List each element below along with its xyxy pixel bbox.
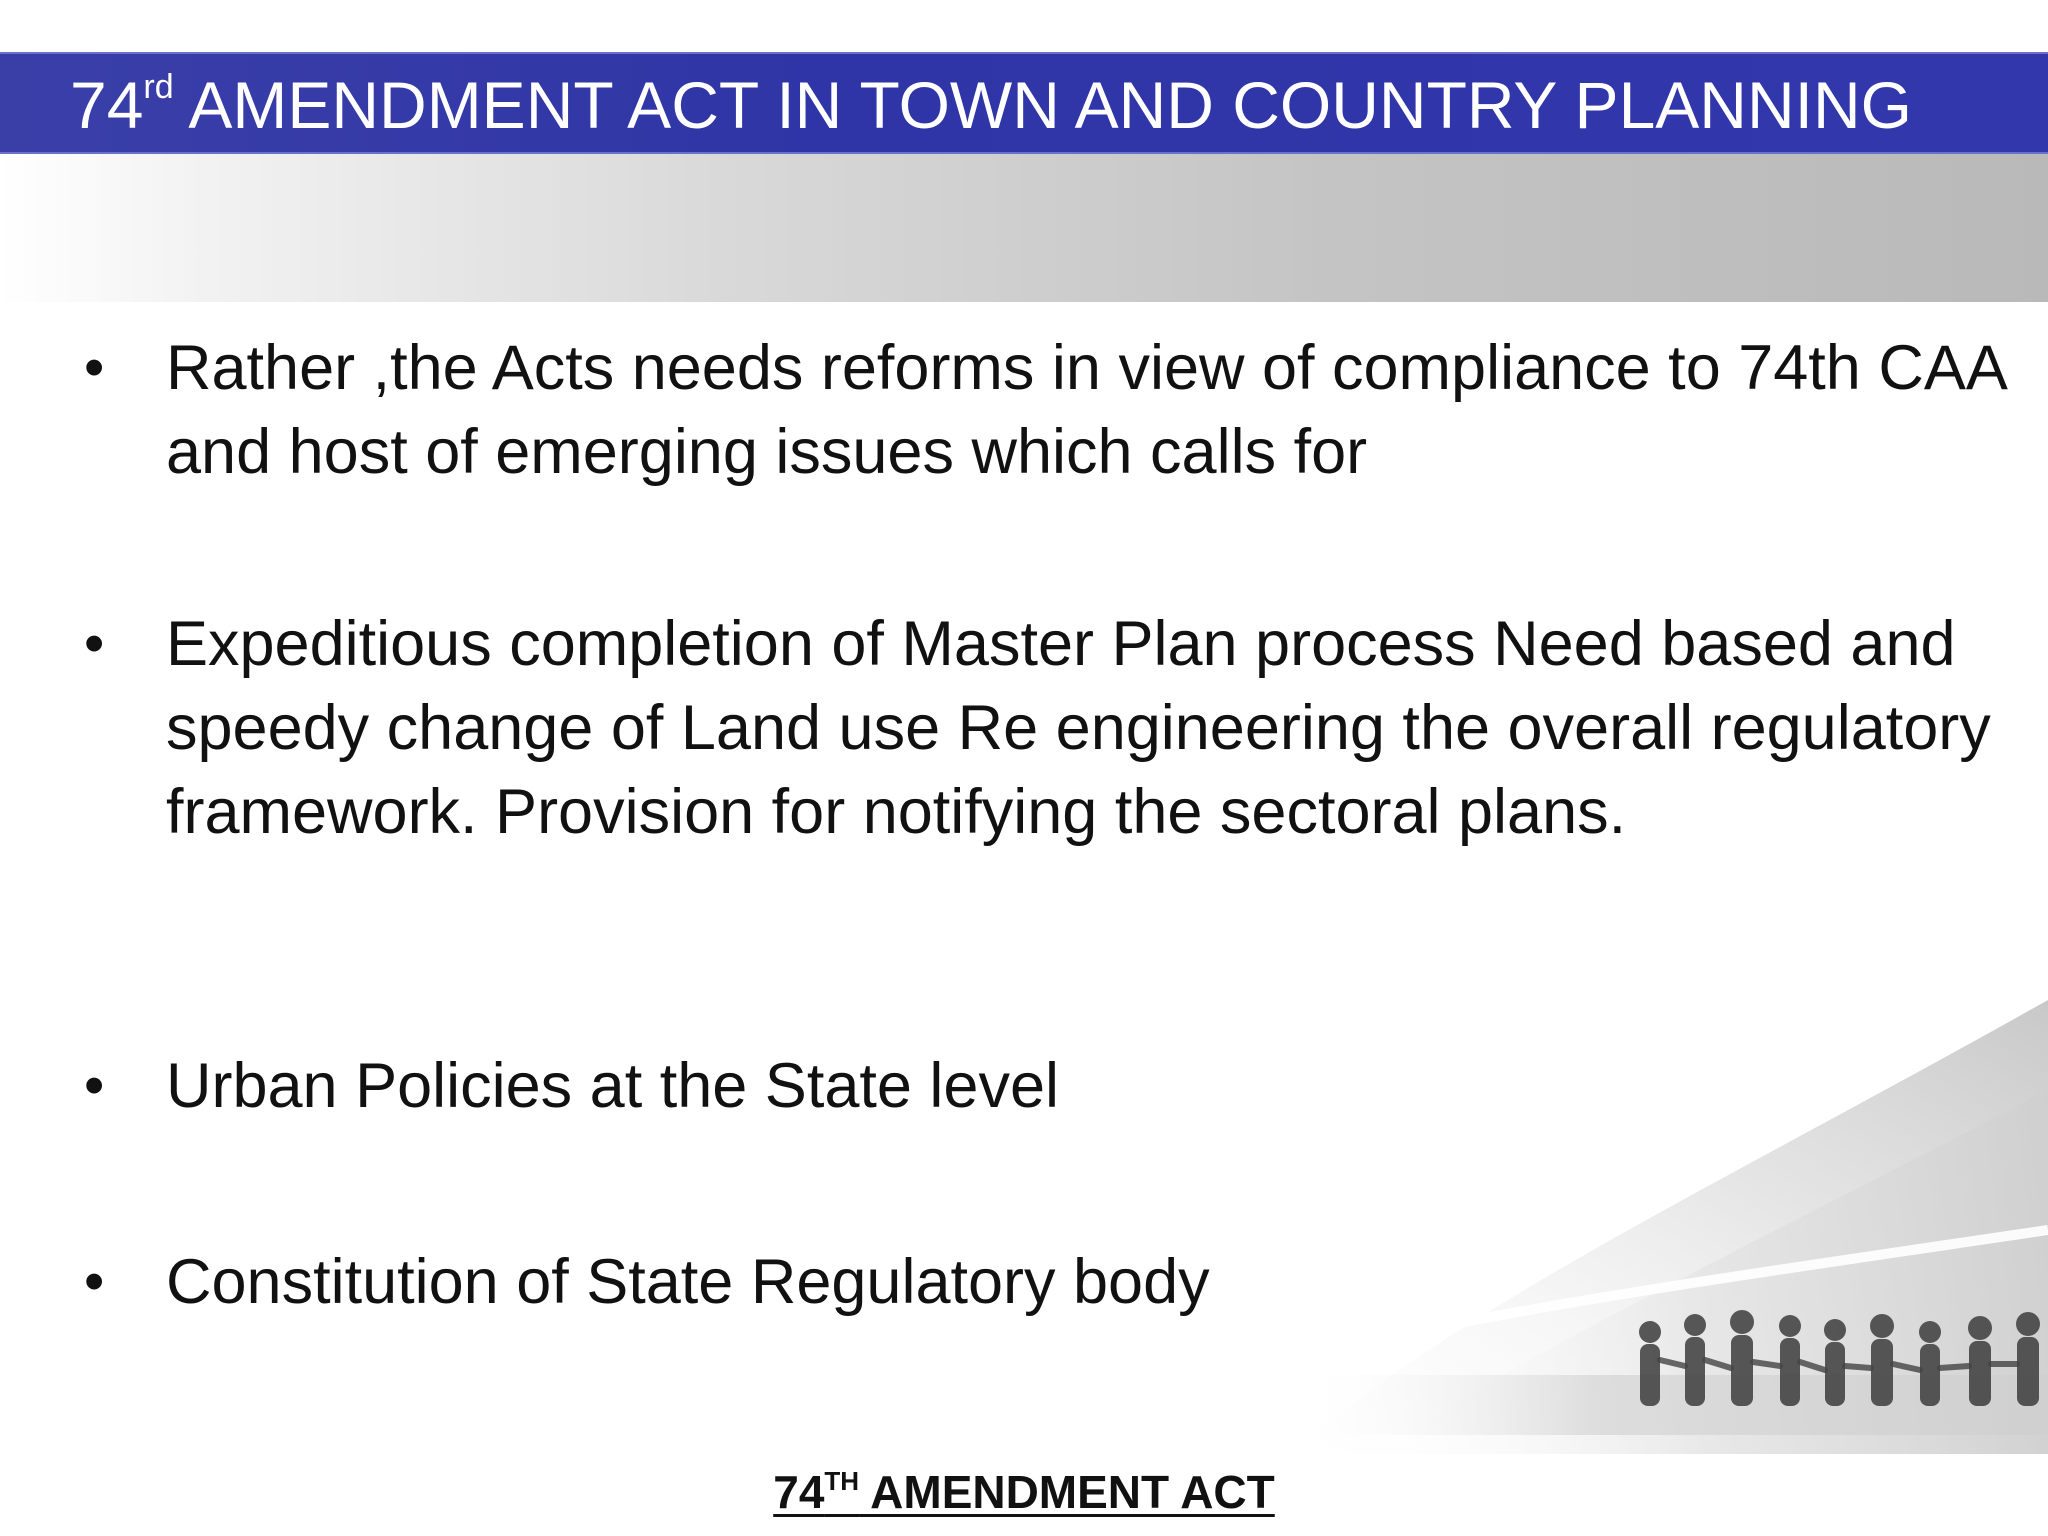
bullet-marker: • bbox=[84, 611, 105, 676]
bullet-marker: • bbox=[84, 335, 105, 400]
footer-text bbox=[773, 1466, 1275, 1518]
bullet-marker: • bbox=[84, 1249, 105, 1314]
bullet-text: Expeditious completion of Master Plan process Need based and speedy change of Land use Re engineering the overall regulatory framework. Provision for notifying the sectoral plans. bbox=[166, 609, 1991, 847]
title-superscript: rd bbox=[143, 68, 174, 106]
footer-number: 74 bbox=[773, 1466, 825, 1518]
title-number: 74 bbox=[70, 68, 144, 142]
bullet-text: Rather ,the Acts needs reforms in view of compliance to 74th CAA and host of emerging issues which calls for bbox=[166, 333, 2005, 487]
bullet-marker: • bbox=[84, 1053, 105, 1118]
footer-rest: AMENDMENT ACT bbox=[859, 1466, 1275, 1518]
footer-superscript: TH bbox=[824, 1466, 860, 1496]
bullet-text: Constitution of State Regulatory body bbox=[166, 1247, 1210, 1317]
footer-caption bbox=[0, 1462, 2048, 1522]
title-rest: AMENDMENT ACT IN TOWN AND COUNTRY PLANNING bbox=[173, 68, 1912, 142]
bullet-text: Urban Policies at the State level bbox=[166, 1051, 1059, 1121]
